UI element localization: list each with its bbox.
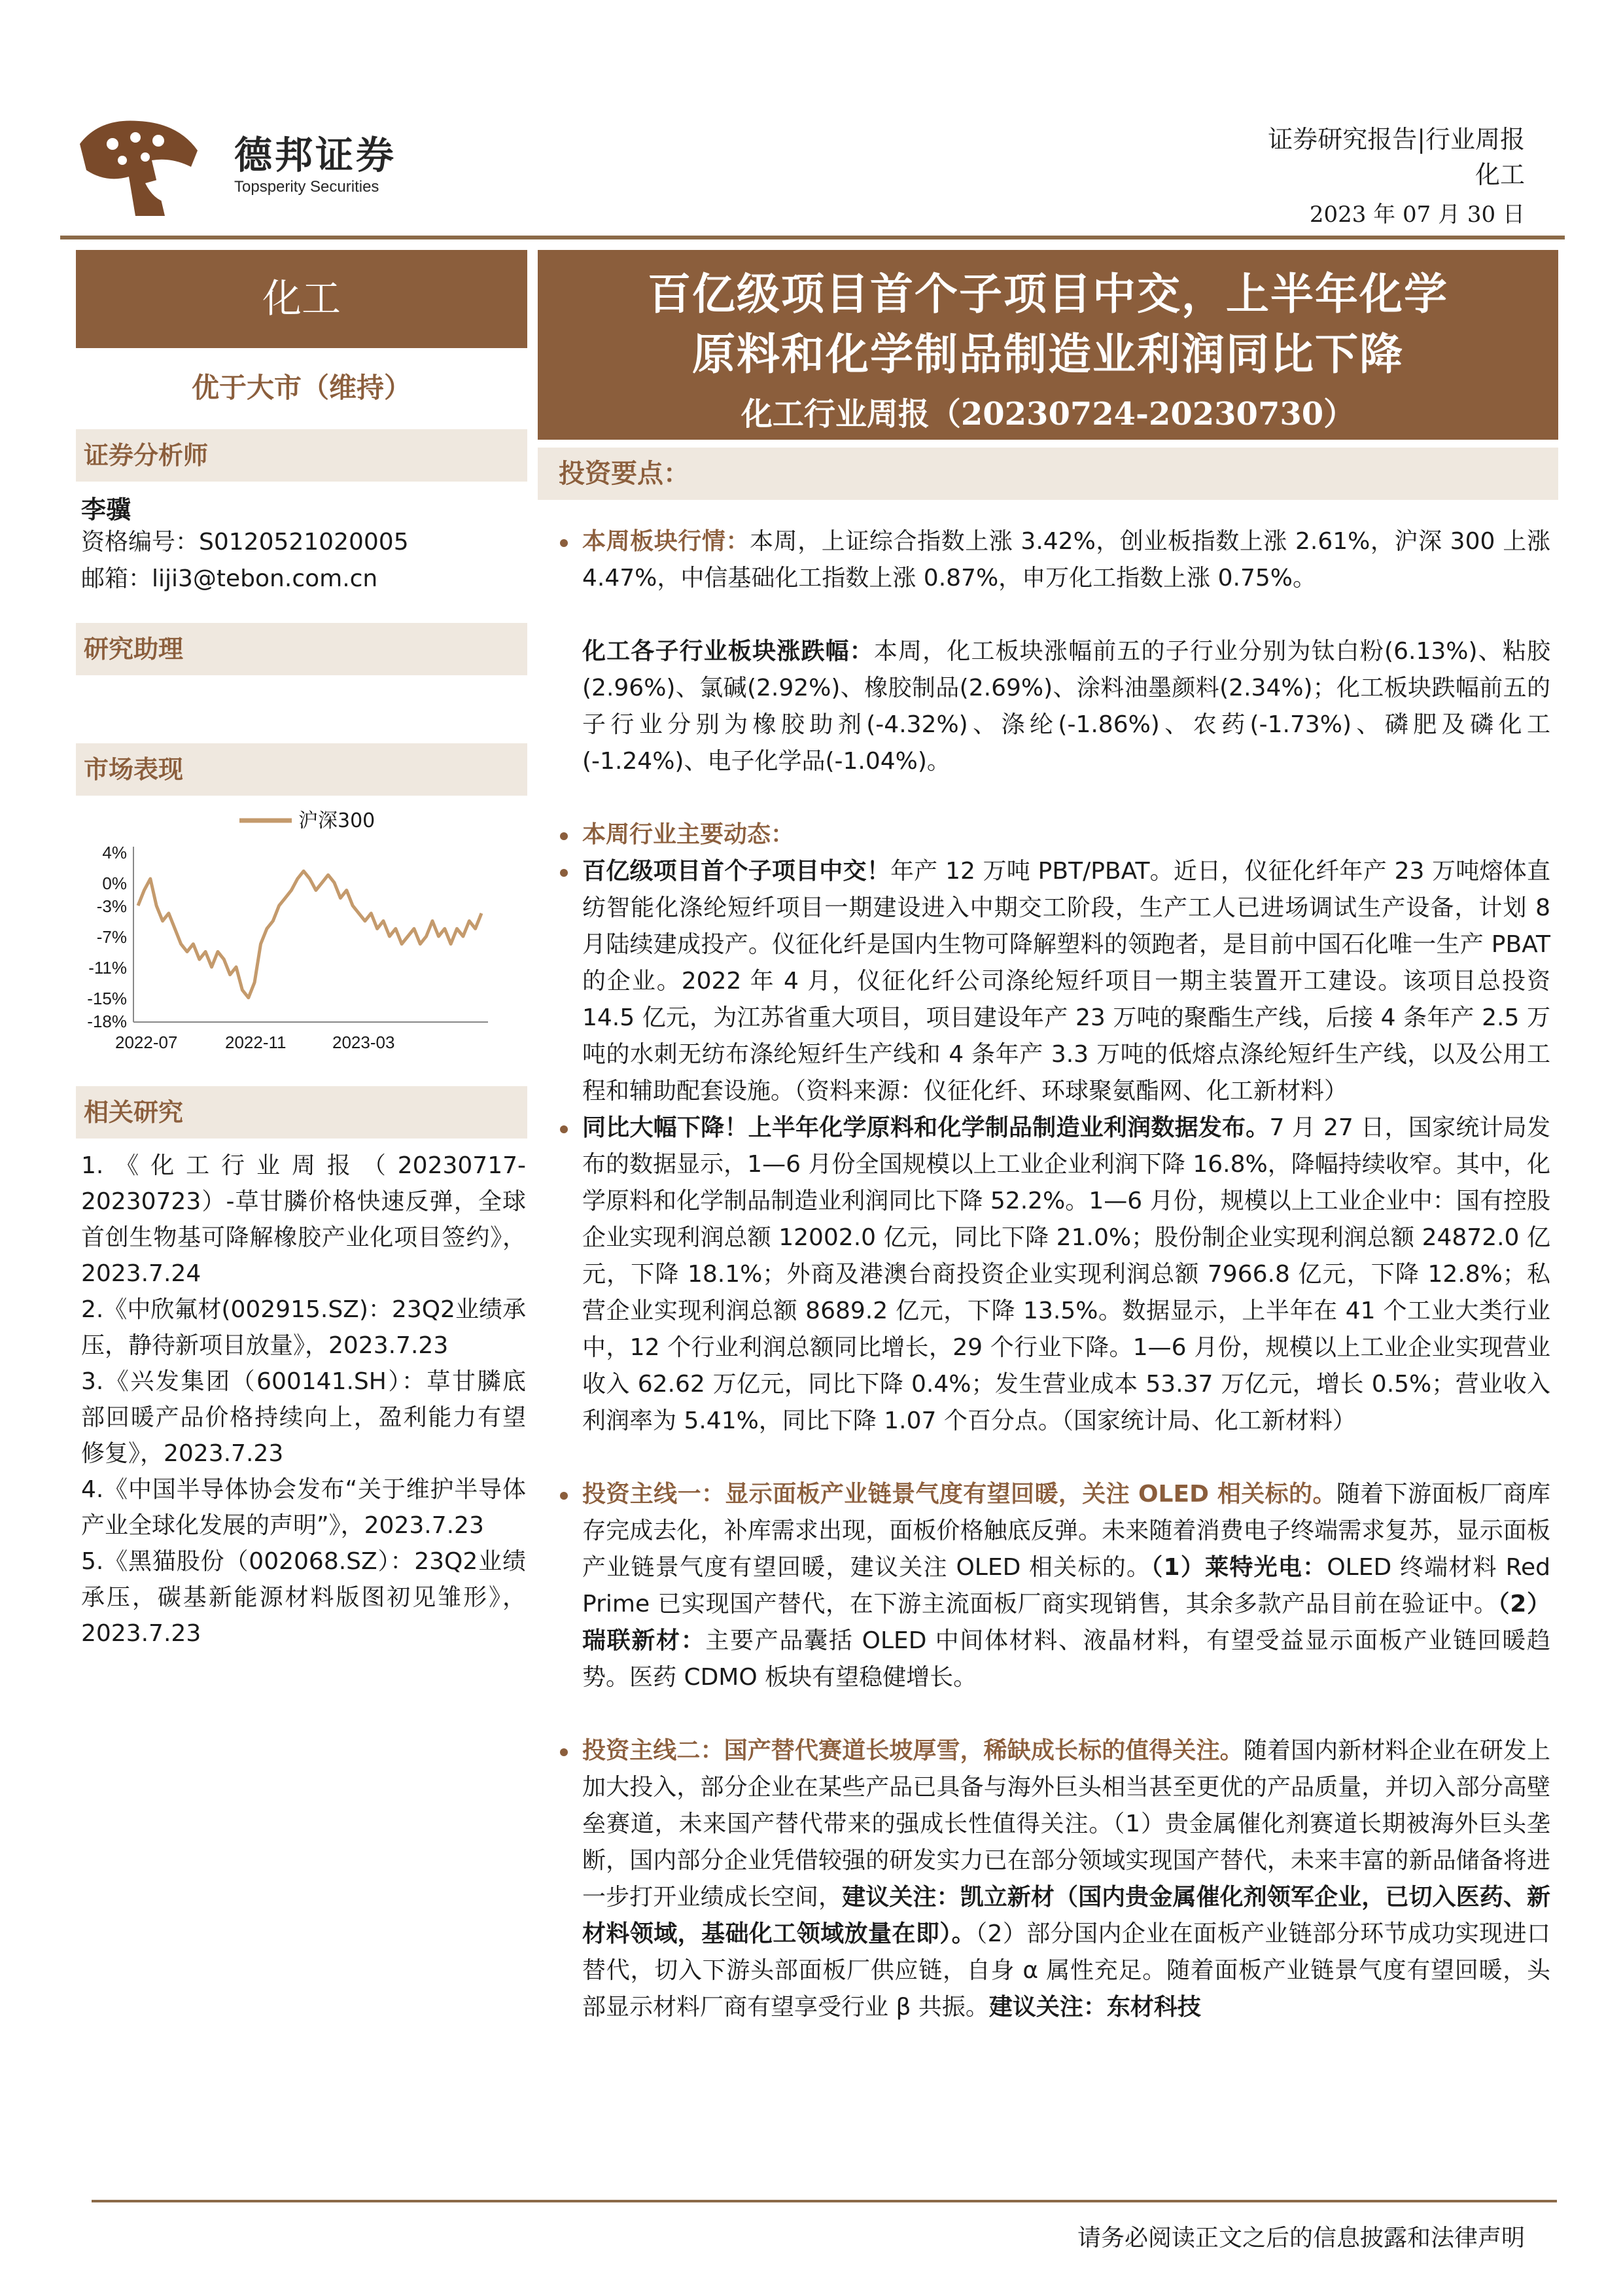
- para-bold: 建议关注：凯立新材（国内贵金属催化剂领军企业，已切入医药、新材料领域，基础化工领域放量在即）。: [582, 1884, 1550, 1947]
- paragraph-subsectors: [556, 633, 1550, 780]
- title-box: [538, 250, 1558, 440]
- para-text: 本周，化工板块涨幅前五的子行业分别为钛白粉(6.13%)、粘胶(2.96%)、氯碱(2.92%)、橡胶制品(2.69%)、涂料油墨颜料(2.34%)；化工板块跌幅前五的子行业分别为橡胶助剂(-4.32%)、涤纶(-1.86%)、农药(-1.73%)、磷肥及磷化工(-1.24%)、电子化学品(-1.04%)。: [582, 638, 1550, 775]
- para-head: 化工各子行业板块涨跌幅：: [582, 638, 874, 665]
- para-head: 百亿级项目首个子项目中交！: [582, 858, 890, 885]
- para-head: 本周板块行情：: [582, 528, 750, 555]
- y-tick-label: -3%: [96, 896, 127, 917]
- y-tick-label: -18%: [87, 1012, 127, 1031]
- para-bold: 建议关注：东材科技: [988, 1994, 1201, 2021]
- x-tick-label: 2022-11: [225, 1033, 287, 1052]
- x-tick-label: 2022-07: [115, 1033, 178, 1052]
- y-tick-label: -11%: [88, 957, 127, 978]
- y-tick-label: 0%: [102, 873, 127, 893]
- paragraph-theme1: [556, 1476, 1550, 1696]
- related-research-list: [81, 1148, 526, 1651]
- para-bold: （1）莱特光电：: [1151, 1554, 1327, 1581]
- y-tick-label: -15%: [87, 988, 127, 1008]
- para-text: 主要产品囊括 OLED 中间体材料、液晶材料，有望受益显示面板产业链回暖趋势。医药 CDMO 板块有望稳健增长。: [582, 1627, 1550, 1691]
- related-item[interactable]: 5.《黑猫股份（002068.SZ）：23Q2业绩承压，碳基新能源材料版图初见雏形》，2023.7.23: [81, 1548, 526, 1647]
- report-subtitle: 化工行业周报（20230724-20230730）: [741, 396, 1355, 433]
- related-item[interactable]: 4.《中国半导体协会发布“关于维护半导体产业全球化发展的声明”》，2023.7.23: [81, 1476, 526, 1539]
- market-heading: 市场表现: [76, 743, 527, 796]
- footer-disclaimer: 请务必阅读正文之后的信息披露和法律声明: [1077, 2225, 1525, 2252]
- para-text: 随着国内新材料企业在研发上加大投入，部分企业在某些产品已具备与海外巨头相当甚至更优的产品质量，并切入部分高壁垒赛道，未来国产替代带来的强成长性值得关注。（1）贵金属催化剂赛道长期被海外巨头垄断，国内部分企业凭借较强的研发实力已在部分领域实现国产替代，未来丰富的新品储备将进一步打开业绩成长空间，: [582, 1737, 1550, 1911]
- rating: 优于大市（维持）: [191, 372, 411, 404]
- related-item[interactable]: 3.《兴发集团（600141.SH）：草甘膦底部回暖产品价格持续向上，盈利能力有望修复》，2023.7.23: [81, 1368, 526, 1467]
- brand-name: 德邦证券: [234, 133, 397, 177]
- para-text: （2）部分国内企业在面板产业链部分环节成功实现进口替代，切入下游头部面板厂供应链，自身 α 属性充足。随着面板产业链景气度有望回暖，头部显示材料厂商有望享受行业 β 共振。: [582, 1920, 1550, 2021]
- related-item[interactable]: 1.《化工行业周报（20230717-20230723）-草甘膦价格快速反弹，全球首创生物基可降解橡胶产业化项目签约》，2023.7.24: [81, 1152, 526, 1287]
- report-industry: 化工: [1475, 160, 1525, 189]
- report-title-line2: 原料和化学制品制造业利润同比下降: [692, 328, 1404, 380]
- market-performance-chart: [76, 800, 527, 1068]
- paragraph-theme2: [556, 1733, 1550, 2026]
- y-tick-label: -7%: [96, 927, 127, 947]
- assistant-heading: 研究助理: [76, 623, 527, 675]
- paragraph-profit: [556, 1110, 1550, 1439]
- para-text: 年产 12 万吨 PBT/PBAT。近日，仪征化纤年产 23 万吨熔体直纺智能化涤纶短纤项目一期建设进入中期交工阶段，生产工人已进场调试生产设备，计划 8 月陆续建成投产。仪征化纤是国内生物可降解塑料的领跑者，是目前中国石化唯一生产 PBAT 的企业。2022 年 4 月，仪征化纤公司涤纶短纤项目一期主装置开工建设。该项目总投资 14.5 亿元，为江苏省重大项目，项目建设年产 23 万吨的聚酯生产线，后接 4 条年产 2.5 万吨的水刺无纺布涤纶短纤生产线和 4 条年产 3.3 万吨的低熔点涤纶短纤生产线，以及公用工程和辅助配套设施。（资料来源：仪征化纤、环球聚氨酯网、化工新材料）: [582, 858, 1550, 1104]
- header-divider: [60, 236, 1565, 239]
- related-heading: 相关研究: [76, 1086, 527, 1139]
- footer-divider: [92, 2200, 1557, 2202]
- chart-legend: [239, 809, 375, 832]
- analyst-email: 邮箱：liji3@tebon.com.cn: [81, 565, 378, 592]
- related-item[interactable]: 2.《中欣氟材(002915.SZ)：23Q2业绩承压，静待新项目放量》，2023.7.23: [81, 1296, 526, 1359]
- paragraph-market: [556, 523, 1550, 597]
- key-points-heading: 投资要点：: [538, 448, 1558, 500]
- para-head: 投资主线一：显示面板产业链景气度有望回暖，关注 OLED 相关标的。: [582, 1481, 1336, 1508]
- x-tick-label: 2023-03: [332, 1033, 395, 1052]
- para-text: 7 月 27 日，国家统计局发布的数据显示，1—6 月份全国规模以上工业企业利润下降 16.8%，降幅持续收窄。其中，化学原料和化学制品制造业利润同比下降 52.2%。1—6 月份，规模以上工业企业中：国有控股企业实现利润总额 12002.0 亿元，同比下降 21.0%；股份制企业实现利润总额 24872.0 亿元，下降 18.1%；外商及港澳台商投资企业实现利润总额 7966.8 亿元，下降 12.8%；私营企业实现利润总额 8689.2 亿元，下降 13.5%。数据显示，上半年在 41 个工业大类行业中，12 个行业利润总额同比增长，29 个行业下降。1—6 月份，规模以上工业企业实现营业收入 62.62 万亿元，同比下降 0.4%；发生营业成本 53.37 万亿元，增长 0.5%；营业收入利润率为 5.41%，同比下降 1.07 个百分点。（国家统计局、化工新材料）: [582, 1114, 1550, 1434]
- legend-label: 沪深300: [298, 809, 375, 832]
- analyst-cert: 资格编号：S0120521020005: [81, 529, 409, 556]
- paragraph-project: [556, 853, 1550, 1110]
- report-title-line1: 百亿级项目首个子项目中交，上半年化学: [648, 268, 1448, 319]
- para-head: 本周行业主要动态：: [582, 821, 795, 848]
- brand-name-en: Topsperity Securities: [234, 178, 379, 196]
- para-bold: （2）瑞联新材：: [582, 1591, 1550, 1654]
- para-text: 随着下游面板厂商库存完成去化，补库需求出现，面板价格触底反弹。未来随着消费电子终端需求复苏，显示面板产业链景气度有望回暖，建议关注 OLED 相关标的。: [582, 1481, 1550, 1581]
- series-line-hs300: [138, 871, 481, 998]
- analyst-name: 李骥: [81, 495, 131, 524]
- report-body: [556, 523, 1550, 2026]
- paragraph-dynamics-heading: [556, 817, 1550, 853]
- para-head: 同比大幅下降！上半年化学原料和化学制品制造业利润数据发布。: [582, 1114, 1270, 1141]
- sector-label: 化工: [76, 250, 527, 348]
- company-logo: [73, 105, 204, 222]
- analyst-heading: 证券分析师: [76, 429, 527, 482]
- para-text: OLED 终端材料 Red Prime 已实现国产替代，在下游主流面板厂商实现销售，其余多款产品目前在验证中。: [582, 1554, 1550, 1617]
- para-head: 投资主线二：国产替代赛道长坡厚雪，稀缺成长标的值得关注。: [582, 1737, 1244, 1764]
- report-type: 证券研究报告|行业周报: [1268, 125, 1525, 154]
- y-tick-label: 4%: [102, 843, 127, 862]
- para-text: 本周，上证综合指数上涨 3.42%，创业板指数上涨 2.61%，沪深 300 上涨 4.47%，中信基础化工指数上涨 0.87%，申万化工指数上涨 0.75%。: [582, 528, 1550, 592]
- report-date: 2023 年 07 月 30 日: [1309, 202, 1525, 228]
